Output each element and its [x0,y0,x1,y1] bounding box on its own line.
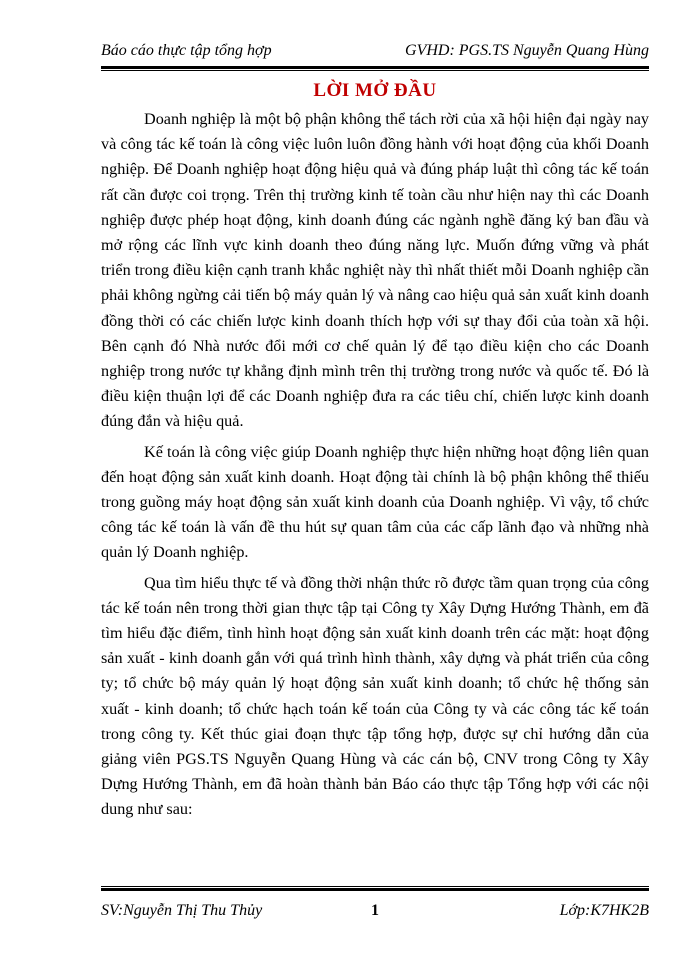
page-header [101,40,649,64]
paragraph: Kế toán là công việc giúp Doanh nghiệp thực hiện những hoạt động liên quan đến hoạt động sản xuất kinh doanh. Hoạt động tài chính là bộ phận không thể thiếu trong guồng máy hoạt động sản xuất kinh doanh của Doanh nghiệp. Vì vậy, tổ chức công tác kế toán là vấn đề thu hút sự quan tâm của các cấp lãnh đạo và những nhà quản lý Doanh nghiệp. [101,442,649,562]
footer-divider [101,886,649,891]
header-report-title: Báo cáo thực tập tổng hợp [101,42,272,59]
page-footer [101,900,649,924]
header-divider [101,66,649,71]
footer-class: Lớp:K7HK2B [559,902,649,919]
footer-student: SV:Nguyễn Thị Thu Thủy [101,902,263,919]
header-supervisor: GVHD: PGS.TS Nguyễn Quang Hùng [405,42,649,59]
paragraph: Doanh nghiệp là một bộ phận không thể tách rời của xã hội hiện đại ngày nay và công tác kế toán là công việc luôn luôn đồng hành với hoạt động của khối Doanh nghiệp. Để Doanh nghiệp hoạt động hiệu quả và đúng pháp luật thì công tác kế toán rất cần được coi trọng. Trên thị trường kinh tế toàn cầu như hiện nay thì các Doanh nghiệp được phép hoạt động, kinh doanh đúng các ngành nghề đăng ký ban đầu và mở rộng các lĩnh vực kinh doanh theo đúng năng lực. Muốn đứng vững và phát triển trong điều kiện cạnh tranh khắc nghiệt này thì nhất thiết mỗi Doanh nghiệp cần phải không ngừng cải tiến bộ máy quản lý và nâng cao hiệu quả sản xuất kinh doanh đồng thời có các chiến lược kinh doanh thích hợp với sự thay đổi của toàn xã hội. Bên cạnh đó Nhà nước đổi mới cơ chế quản lý để tạo điều kiện cho các Doanh nghiệp trong nước tự khẳng định mình trên thị trường trong nước và quốc tế. Đó là điều kiện thuận lợi để các Doanh nghiệp đưa ra các tiêu chí, chiến lược kinh doanh đúng đắn và hiệu quả. [101,110,649,431]
paragraph: Qua tìm hiểu thực tế và đồng thời nhận thức rõ được tầm quan trọng của công tác kế toán nên trong thời gian thực tập tại Công ty Xây Dựng Hướng Thành, em đã tìm hiểu đặc điểm, tình hình hoạt động sản xuất kinh doanh trên các mặt: hoạt động sản xuất - kinh doanh gắn với quá trình hình thành, xây dựng và phát triển của công ty; tổ chức bộ máy quản lý hoạt động sản xuất kinh doanh; tổ chức hệ thống sản xuất - kinh doanh; tổ chức hạch toán kế toán của Công ty và các công tác kế toán trong công ty. Kết thúc giai đoạn thực tập tổng hợp, được sự chỉ hướng dẫn của giảng viên PGS.TS Nguyễn Quang Hùng và các cán bộ, CNV trong Công ty Xây Dựng Hướng Thành, em đã hoàn thành bản Báo cáo thực tập Tổng hợp với các nội dung như sau: [101,573,649,819]
page-title: LỜI MỞ ĐẦU [313,80,437,101]
body-text [101,107,649,828]
page-number: 1 [371,902,379,919]
